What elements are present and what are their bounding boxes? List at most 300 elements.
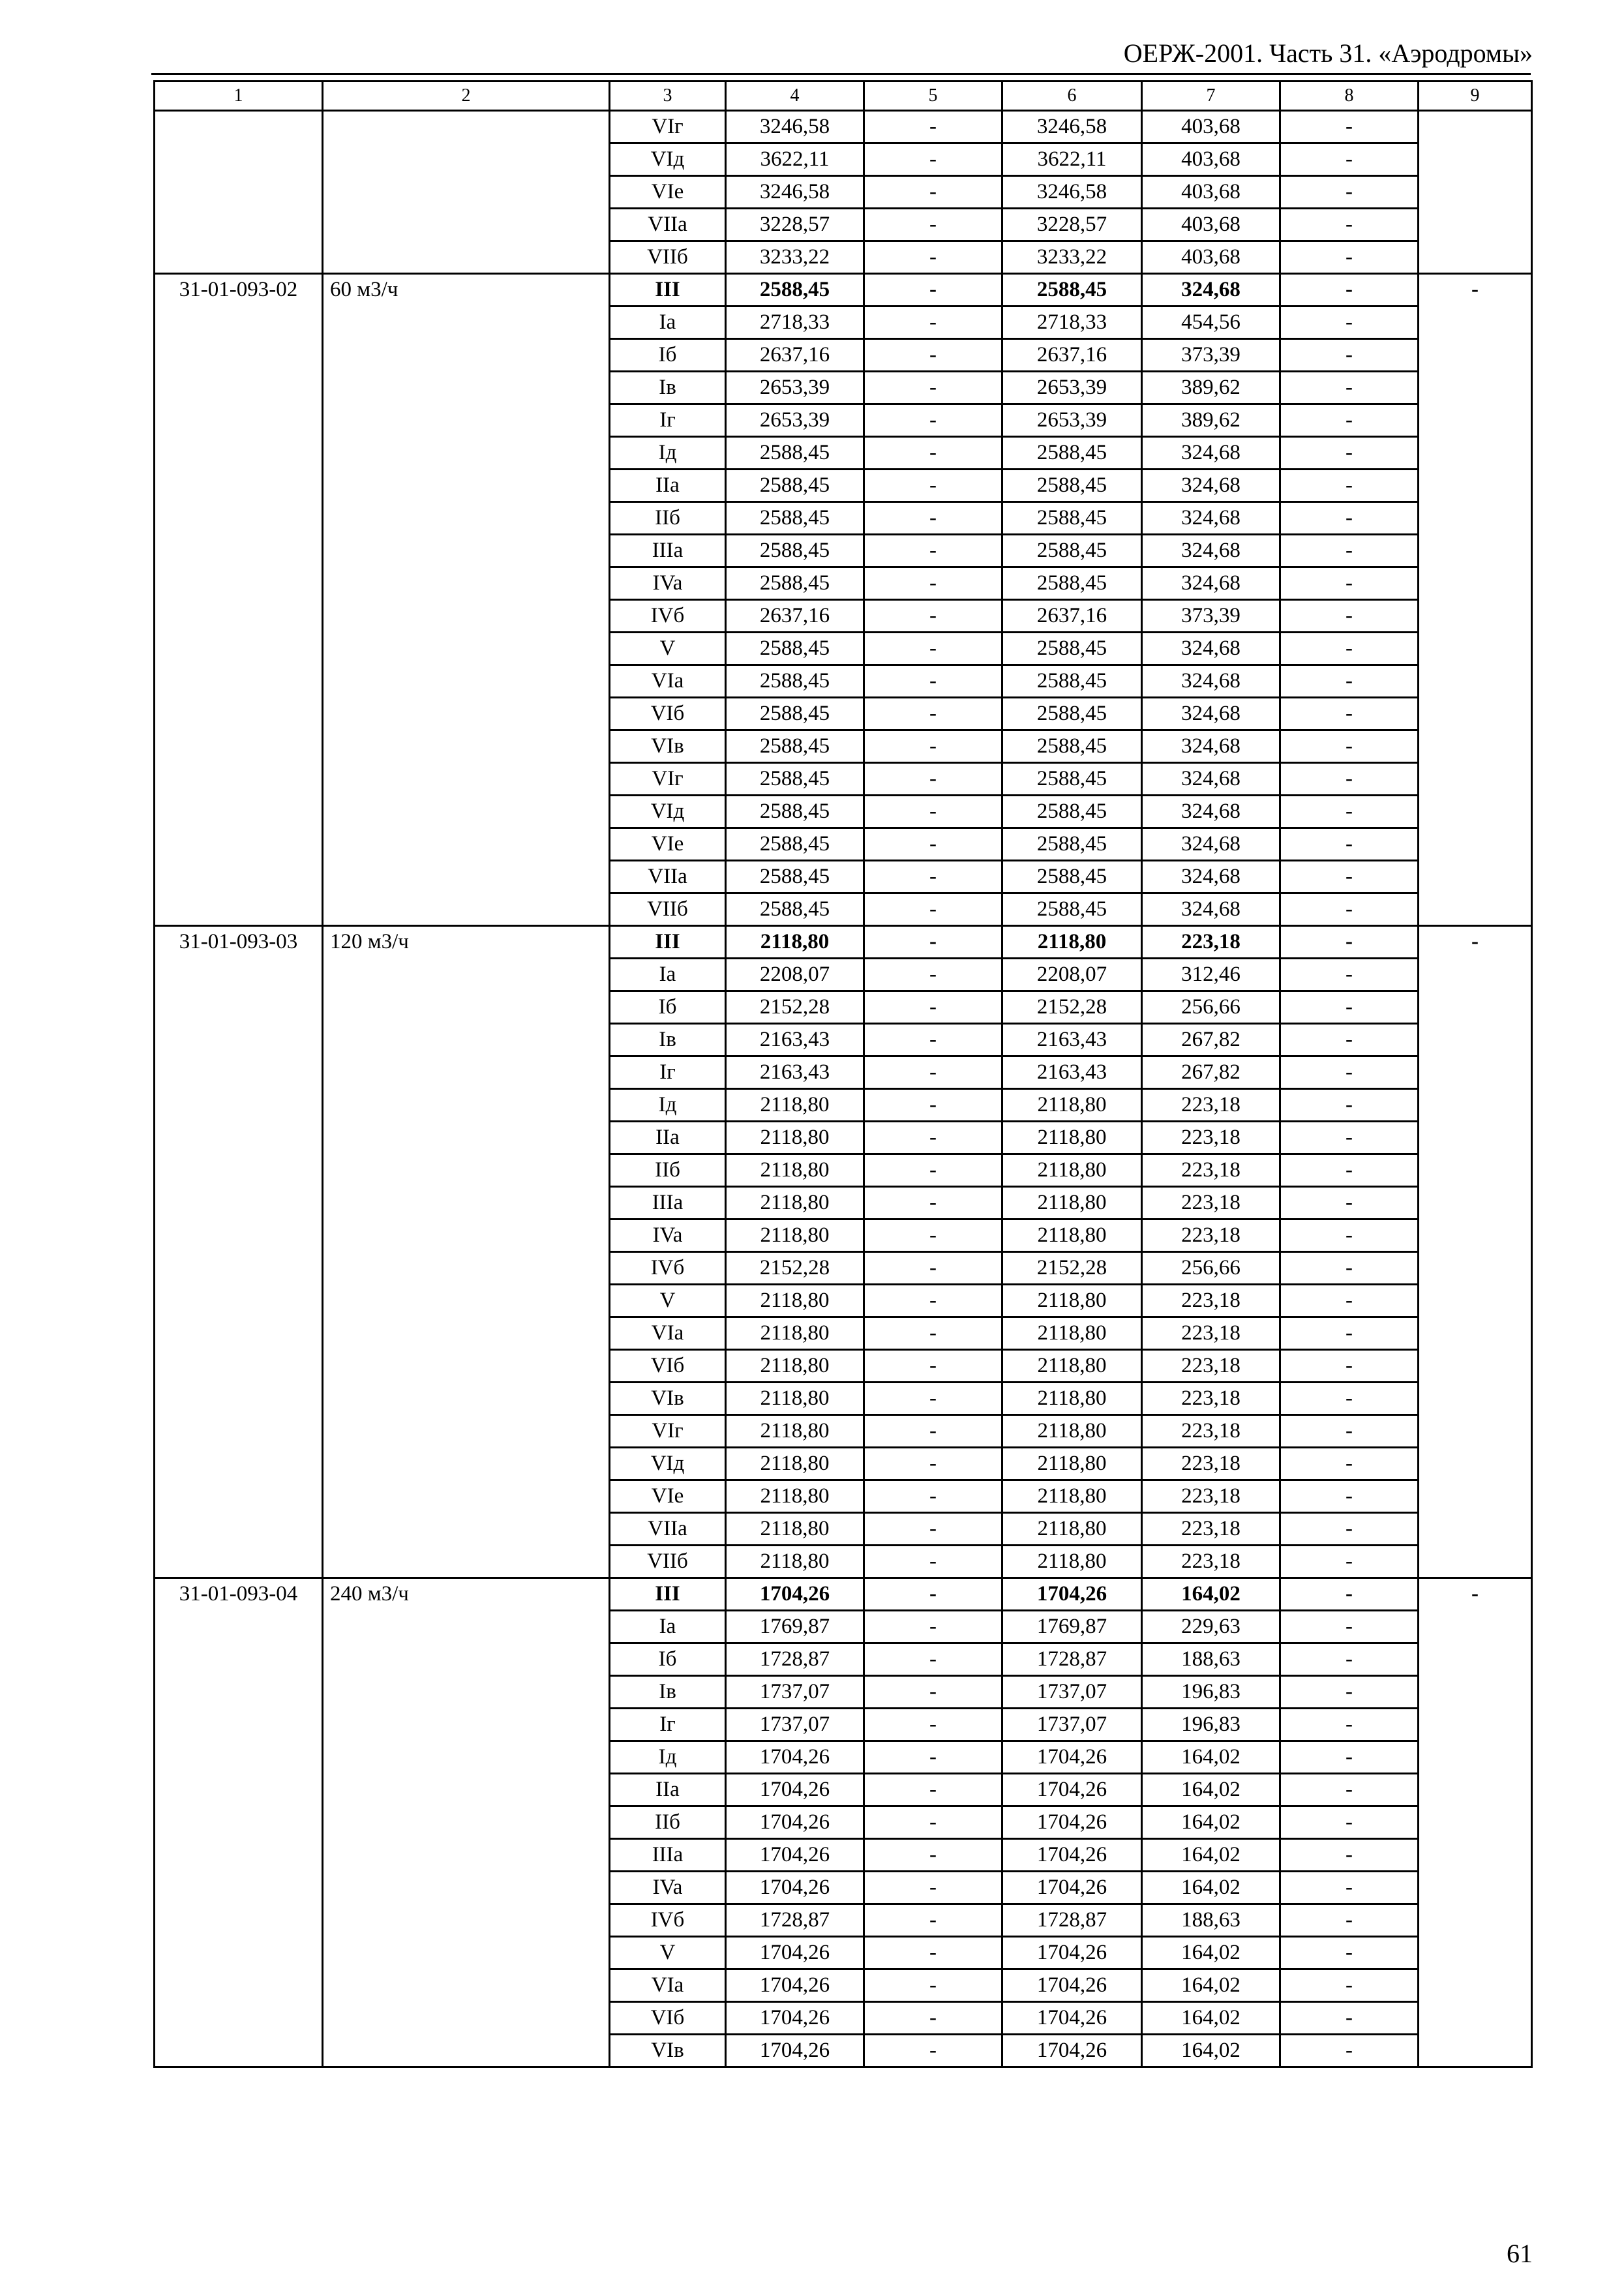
rate-code: 31-01-093-04 [155, 1578, 323, 2067]
value-cell: - [864, 665, 1002, 698]
value-cell: - [1280, 665, 1419, 698]
zone-cell: VIIa [610, 1513, 726, 1546]
value-cell: 223,18 [1142, 1187, 1280, 1219]
value-cell: - [1280, 502, 1419, 535]
value-cell: - [1280, 1937, 1419, 1969]
rate-description: 240 м3/ч [323, 1578, 610, 2067]
column-number: 5 [864, 82, 1002, 111]
value-cell: 196,83 [1142, 1709, 1280, 1741]
value-cell: 223,18 [1142, 1513, 1280, 1546]
rate-code: 31-01-093-02 [155, 274, 323, 926]
value-cell: 3228,57 [1002, 209, 1142, 241]
value-cell: - [1280, 828, 1419, 861]
value-cell: 2118,80 [1002, 1480, 1142, 1513]
value-cell: 164,02 [1142, 2002, 1280, 2035]
value-cell: 2588,45 [1002, 274, 1142, 307]
value-cell: - [1280, 1904, 1419, 1937]
value-cell: - [864, 1089, 1002, 1122]
value-cell: 2163,43 [1002, 1024, 1142, 1056]
value-cell: 2208,07 [1002, 959, 1142, 991]
value-cell: 2118,80 [726, 1415, 864, 1448]
value-cell: 3246,58 [726, 176, 864, 209]
value-cell: - [1280, 991, 1419, 1024]
column-number: 2 [323, 82, 610, 111]
value-cell: 2118,80 [726, 1154, 864, 1187]
value-cell: 3622,11 [1002, 143, 1142, 176]
value-cell: 1704,26 [726, 1806, 864, 1839]
zone-cell: VIa [610, 1317, 726, 1350]
zone-cell: IVб [610, 600, 726, 633]
value-cell: 2588,45 [726, 828, 864, 861]
value-cell: - [864, 1806, 1002, 1839]
value-cell: - [864, 1741, 1002, 1774]
value-cell: 1737,07 [1002, 1709, 1142, 1741]
value-cell: 403,68 [1142, 176, 1280, 209]
value-cell: 2208,07 [726, 959, 864, 991]
column-9-cell: - [1419, 1578, 1532, 2067]
value-cell: 2588,45 [726, 698, 864, 730]
value-cell: 2588,45 [726, 274, 864, 307]
value-cell: - [1280, 1219, 1419, 1252]
value-cell: 1704,26 [726, 1969, 864, 2002]
value-cell: 403,68 [1142, 209, 1280, 241]
zone-cell: VIг [610, 1415, 726, 1448]
zone-cell: VIIa [610, 861, 726, 893]
value-cell: 3233,22 [1002, 241, 1142, 274]
value-cell: 1769,87 [1002, 1611, 1142, 1643]
rate-description [323, 111, 610, 274]
value-cell: - [864, 1546, 1002, 1578]
value-cell: 1728,87 [726, 1904, 864, 1937]
value-cell: 223,18 [1142, 1317, 1280, 1350]
value-cell: 2152,28 [726, 991, 864, 1024]
value-cell: 2118,80 [726, 1187, 864, 1219]
value-cell: 2718,33 [726, 307, 864, 339]
value-cell: 2588,45 [726, 633, 864, 665]
value-cell: - [1280, 307, 1419, 339]
value-cell: - [864, 1056, 1002, 1089]
value-cell: 2118,80 [1002, 1546, 1142, 1578]
value-cell: 324,68 [1142, 437, 1280, 470]
zone-cell: VIг [610, 763, 726, 796]
value-cell: 2653,39 [726, 404, 864, 437]
value-cell: 389,62 [1142, 404, 1280, 437]
value-cell: - [1280, 959, 1419, 991]
value-cell: 324,68 [1142, 502, 1280, 535]
value-cell: 1704,26 [1002, 2035, 1142, 2067]
value-cell: - [1280, 893, 1419, 926]
value-cell: - [864, 1578, 1002, 1611]
value-cell: 324,68 [1142, 828, 1280, 861]
zone-cell: VIIб [610, 1546, 726, 1578]
value-cell: 1704,26 [726, 2002, 864, 2035]
value-cell: 164,02 [1142, 1774, 1280, 1806]
value-cell: 223,18 [1142, 1122, 1280, 1154]
value-cell: - [1280, 2035, 1419, 2067]
column-number: 8 [1280, 82, 1419, 111]
zone-cell: IIa [610, 1774, 726, 1806]
value-cell: - [1280, 1513, 1419, 1546]
value-cell: 2588,45 [1002, 437, 1142, 470]
value-cell: 2588,45 [1002, 796, 1142, 828]
value-cell: 2163,43 [726, 1056, 864, 1089]
value-cell: 324,68 [1142, 535, 1280, 567]
price-table [153, 80, 1533, 2068]
value-cell: - [864, 535, 1002, 567]
zone-cell: VIв [610, 730, 726, 763]
value-cell: - [1280, 763, 1419, 796]
value-cell: 1704,26 [1002, 2002, 1142, 2035]
value-cell: - [864, 1676, 1002, 1709]
value-cell: - [864, 926, 1002, 959]
value-cell: 223,18 [1142, 1480, 1280, 1513]
value-cell: 267,82 [1142, 1024, 1280, 1056]
value-cell: - [864, 1122, 1002, 1154]
value-cell: 2163,43 [726, 1024, 864, 1056]
value-cell: - [1280, 1122, 1419, 1154]
value-cell: - [1280, 1024, 1419, 1056]
value-cell: - [864, 698, 1002, 730]
column-number: 4 [726, 82, 864, 111]
value-cell: 1704,26 [726, 1774, 864, 1806]
value-cell: 223,18 [1142, 1219, 1280, 1252]
value-cell: - [1280, 1774, 1419, 1806]
zone-cell: VIг [610, 111, 726, 143]
value-cell: 2118,80 [1002, 1154, 1142, 1187]
value-cell: 324,68 [1142, 567, 1280, 600]
zone-cell: Ia [610, 959, 726, 991]
zone-cell: VIe [610, 828, 726, 861]
value-cell: 1737,07 [1002, 1676, 1142, 1709]
value-cell: - [864, 502, 1002, 535]
value-cell: - [1280, 633, 1419, 665]
value-cell: 164,02 [1142, 1578, 1280, 1611]
zone-cell: VIд [610, 143, 726, 176]
value-cell: 1704,26 [1002, 1806, 1142, 1839]
zone-cell: VIe [610, 1480, 726, 1513]
value-cell: 1704,26 [1002, 1741, 1142, 1774]
value-cell: 256,66 [1142, 1252, 1280, 1285]
zone-cell: IIa [610, 470, 726, 502]
value-cell: 403,68 [1142, 143, 1280, 176]
value-cell: - [864, 1187, 1002, 1219]
value-cell: 2152,28 [726, 1252, 864, 1285]
value-cell: 1704,26 [726, 1578, 864, 1611]
value-cell: - [864, 1415, 1002, 1448]
value-cell: - [1280, 2002, 1419, 2035]
value-cell: - [864, 1969, 1002, 2002]
zone-cell: IIIa [610, 1187, 726, 1219]
value-cell: 2588,45 [1002, 502, 1142, 535]
value-cell: - [864, 567, 1002, 600]
rate-code: 31-01-093-03 [155, 926, 323, 1578]
value-cell: 2118,80 [1002, 1219, 1142, 1252]
value-cell: - [864, 1350, 1002, 1383]
value-cell: 324,68 [1142, 274, 1280, 307]
value-cell: 2118,80 [726, 926, 864, 959]
value-cell: 3228,57 [726, 209, 864, 241]
value-cell: 1704,26 [1002, 1969, 1142, 2002]
value-cell: - [1280, 1089, 1419, 1122]
value-cell: 2653,39 [1002, 404, 1142, 437]
value-cell: - [1280, 1578, 1419, 1611]
value-cell: 2637,16 [726, 339, 864, 372]
value-cell: 223,18 [1142, 1546, 1280, 1578]
zone-cell: VIв [610, 1383, 726, 1415]
value-cell: 2118,80 [1002, 1448, 1142, 1480]
zone-cell: VIб [610, 698, 726, 730]
value-cell: 2588,45 [1002, 763, 1142, 796]
value-cell: 223,18 [1142, 926, 1280, 959]
value-cell: - [864, 828, 1002, 861]
value-cell: - [1280, 1611, 1419, 1643]
rate-description: 60 м3/ч [323, 274, 610, 926]
column-number: 7 [1142, 82, 1280, 111]
value-cell: 373,39 [1142, 339, 1280, 372]
value-cell: - [1280, 1741, 1419, 1774]
value-cell: 403,68 [1142, 111, 1280, 143]
value-cell: 324,68 [1142, 665, 1280, 698]
zone-cell: VIIб [610, 893, 726, 926]
value-cell: 256,66 [1142, 991, 1280, 1024]
value-cell: 1704,26 [1002, 1872, 1142, 1904]
value-cell: 1704,26 [726, 1872, 864, 1904]
value-cell: - [864, 1219, 1002, 1252]
zone-cell: Iб [610, 1643, 726, 1676]
rate-description: 120 м3/ч [323, 926, 610, 1578]
value-cell: 2588,45 [726, 567, 864, 600]
value-cell: 1704,26 [1002, 1839, 1142, 1872]
zone-cell: VIa [610, 665, 726, 698]
value-cell: 2637,16 [1002, 600, 1142, 633]
value-cell: - [1280, 176, 1419, 209]
column-9-cell: - [1419, 274, 1532, 926]
column-number: 6 [1002, 82, 1142, 111]
value-cell: - [864, 730, 1002, 763]
value-cell: - [864, 1872, 1002, 1904]
value-cell: 3246,58 [1002, 111, 1142, 143]
value-cell: - [864, 339, 1002, 372]
value-cell: - [864, 763, 1002, 796]
zone-cell: VIб [610, 2002, 726, 2035]
zone-cell: Iд [610, 1741, 726, 1774]
value-cell: - [1280, 1187, 1419, 1219]
value-cell: 2588,45 [726, 861, 864, 893]
value-cell: 3233,22 [726, 241, 864, 274]
value-cell: 324,68 [1142, 698, 1280, 730]
value-cell: 1704,26 [726, 2035, 864, 2067]
zone-cell: III [610, 1578, 726, 1611]
value-cell: - [864, 796, 1002, 828]
zone-cell: VIд [610, 1448, 726, 1480]
value-cell: 2588,45 [1002, 665, 1142, 698]
table-row [155, 926, 1532, 959]
zone-cell: IIIa [610, 535, 726, 567]
value-cell: 3622,11 [726, 143, 864, 176]
zone-cell: IIб [610, 502, 726, 535]
value-cell: 2588,45 [726, 893, 864, 926]
value-cell: - [1280, 209, 1419, 241]
zone-cell: Iг [610, 1056, 726, 1089]
value-cell: 223,18 [1142, 1350, 1280, 1383]
value-cell: 2588,45 [726, 502, 864, 535]
zone-cell: V [610, 1285, 726, 1317]
value-cell: 2118,80 [726, 1383, 864, 1415]
value-cell: 2718,33 [1002, 307, 1142, 339]
value-cell: 2118,80 [1002, 1122, 1142, 1154]
value-cell: - [1280, 1839, 1419, 1872]
zone-cell: VIe [610, 176, 726, 209]
value-cell: - [864, 1317, 1002, 1350]
value-cell: - [864, 437, 1002, 470]
value-cell: - [864, 1643, 1002, 1676]
value-cell: 2118,80 [1002, 1513, 1142, 1546]
value-cell: 312,46 [1142, 959, 1280, 991]
value-cell: 164,02 [1142, 1741, 1280, 1774]
value-cell: 188,63 [1142, 1643, 1280, 1676]
value-cell: - [1280, 1643, 1419, 1676]
zone-cell: IVa [610, 1219, 726, 1252]
value-cell: 2588,45 [1002, 698, 1142, 730]
value-cell: 2118,80 [726, 1219, 864, 1252]
zone-cell: Iг [610, 1709, 726, 1741]
value-cell: - [864, 372, 1002, 404]
value-cell: - [1280, 1285, 1419, 1317]
value-cell: - [1280, 926, 1419, 959]
zone-cell: VIв [610, 2035, 726, 2067]
value-cell: - [1280, 437, 1419, 470]
value-cell: - [1280, 241, 1419, 274]
zone-cell: VIIб [610, 241, 726, 274]
value-cell: 3246,58 [726, 111, 864, 143]
column-9-cell: - [1419, 926, 1532, 1578]
value-cell: 2588,45 [1002, 828, 1142, 861]
zone-cell: IIб [610, 1806, 726, 1839]
value-cell: 2588,45 [726, 763, 864, 796]
zone-cell: Iв [610, 372, 726, 404]
value-cell: - [864, 861, 1002, 893]
value-cell: 2118,80 [1002, 1383, 1142, 1415]
value-cell: - [864, 1383, 1002, 1415]
zone-cell: V [610, 1937, 726, 1969]
column-9-cell [1419, 111, 1532, 274]
zone-cell: III [610, 274, 726, 307]
value-cell: 2118,80 [726, 1285, 864, 1317]
value-cell: 1704,26 [726, 1937, 864, 1969]
value-cell: 2588,45 [1002, 893, 1142, 926]
value-cell: - [864, 1252, 1002, 1285]
column-number: 3 [610, 82, 726, 111]
value-cell: - [1280, 1056, 1419, 1089]
zone-cell: VIб [610, 1350, 726, 1383]
value-cell: - [1280, 535, 1419, 567]
value-cell: 2588,45 [1002, 730, 1142, 763]
value-cell: 324,68 [1142, 470, 1280, 502]
value-cell: 1704,26 [726, 1839, 864, 1872]
value-cell: - [1280, 1969, 1419, 2002]
zone-cell: Iд [610, 1089, 726, 1122]
value-cell: 2588,45 [726, 535, 864, 567]
zone-cell: IVa [610, 1872, 726, 1904]
table-row [155, 111, 1532, 143]
value-cell: - [1280, 470, 1419, 502]
value-cell: - [864, 1937, 1002, 1969]
value-cell: 324,68 [1142, 763, 1280, 796]
table-row [155, 274, 1532, 307]
value-cell: 2588,45 [726, 470, 864, 502]
value-cell: - [1280, 111, 1419, 143]
value-cell: - [1280, 796, 1419, 828]
value-cell: 1728,87 [1002, 1904, 1142, 1937]
value-cell: 2163,43 [1002, 1056, 1142, 1089]
value-cell: 2588,45 [726, 437, 864, 470]
value-cell: 164,02 [1142, 1937, 1280, 1969]
value-cell: 267,82 [1142, 1056, 1280, 1089]
value-cell: - [864, 1154, 1002, 1187]
zone-cell: Iб [610, 991, 726, 1024]
value-cell: 1737,07 [726, 1709, 864, 1741]
value-cell: 2118,80 [726, 1513, 864, 1546]
value-cell: 1728,87 [726, 1643, 864, 1676]
column-number-row [155, 82, 1532, 111]
value-cell: - [864, 2035, 1002, 2067]
value-cell: - [1280, 1872, 1419, 1904]
value-cell: 1704,26 [1002, 1937, 1142, 1969]
value-cell: - [864, 600, 1002, 633]
value-cell: - [864, 1839, 1002, 1872]
value-cell: 2588,45 [1002, 470, 1142, 502]
value-cell: - [864, 1513, 1002, 1546]
value-cell: - [864, 470, 1002, 502]
header-rule [151, 73, 1531, 75]
value-cell: 223,18 [1142, 1285, 1280, 1317]
value-cell: 403,68 [1142, 241, 1280, 274]
value-cell: 164,02 [1142, 1969, 1280, 2002]
value-cell: 1769,87 [726, 1611, 864, 1643]
value-cell: - [864, 143, 1002, 176]
value-cell: - [864, 1024, 1002, 1056]
value-cell: 1704,26 [1002, 1774, 1142, 1806]
value-cell: 2653,39 [726, 372, 864, 404]
zone-cell: Ia [610, 1611, 726, 1643]
value-cell: 2118,80 [1002, 1187, 1142, 1219]
value-cell: 2588,45 [726, 665, 864, 698]
value-cell: 223,18 [1142, 1415, 1280, 1448]
zone-cell: IVб [610, 1252, 726, 1285]
zone-cell: VIIa [610, 209, 726, 241]
value-cell: 2152,28 [1002, 1252, 1142, 1285]
value-cell: - [864, 274, 1002, 307]
value-cell: 164,02 [1142, 1806, 1280, 1839]
value-cell: 2152,28 [1002, 991, 1142, 1024]
value-cell: - [864, 307, 1002, 339]
value-cell: - [1280, 567, 1419, 600]
value-cell: - [1280, 143, 1419, 176]
value-cell: - [864, 1285, 1002, 1317]
value-cell: 2118,80 [726, 1448, 864, 1480]
value-cell: - [1280, 1546, 1419, 1578]
zone-cell: VIд [610, 796, 726, 828]
value-cell: - [1280, 1806, 1419, 1839]
value-cell: - [864, 209, 1002, 241]
zone-cell: Iв [610, 1676, 726, 1709]
value-cell: - [1280, 1480, 1419, 1513]
value-cell: 2118,80 [1002, 1350, 1142, 1383]
zone-cell: Iв [610, 1024, 726, 1056]
zone-cell: IVa [610, 567, 726, 600]
value-cell: 2118,80 [1002, 1285, 1142, 1317]
zone-cell: IIб [610, 1154, 726, 1187]
